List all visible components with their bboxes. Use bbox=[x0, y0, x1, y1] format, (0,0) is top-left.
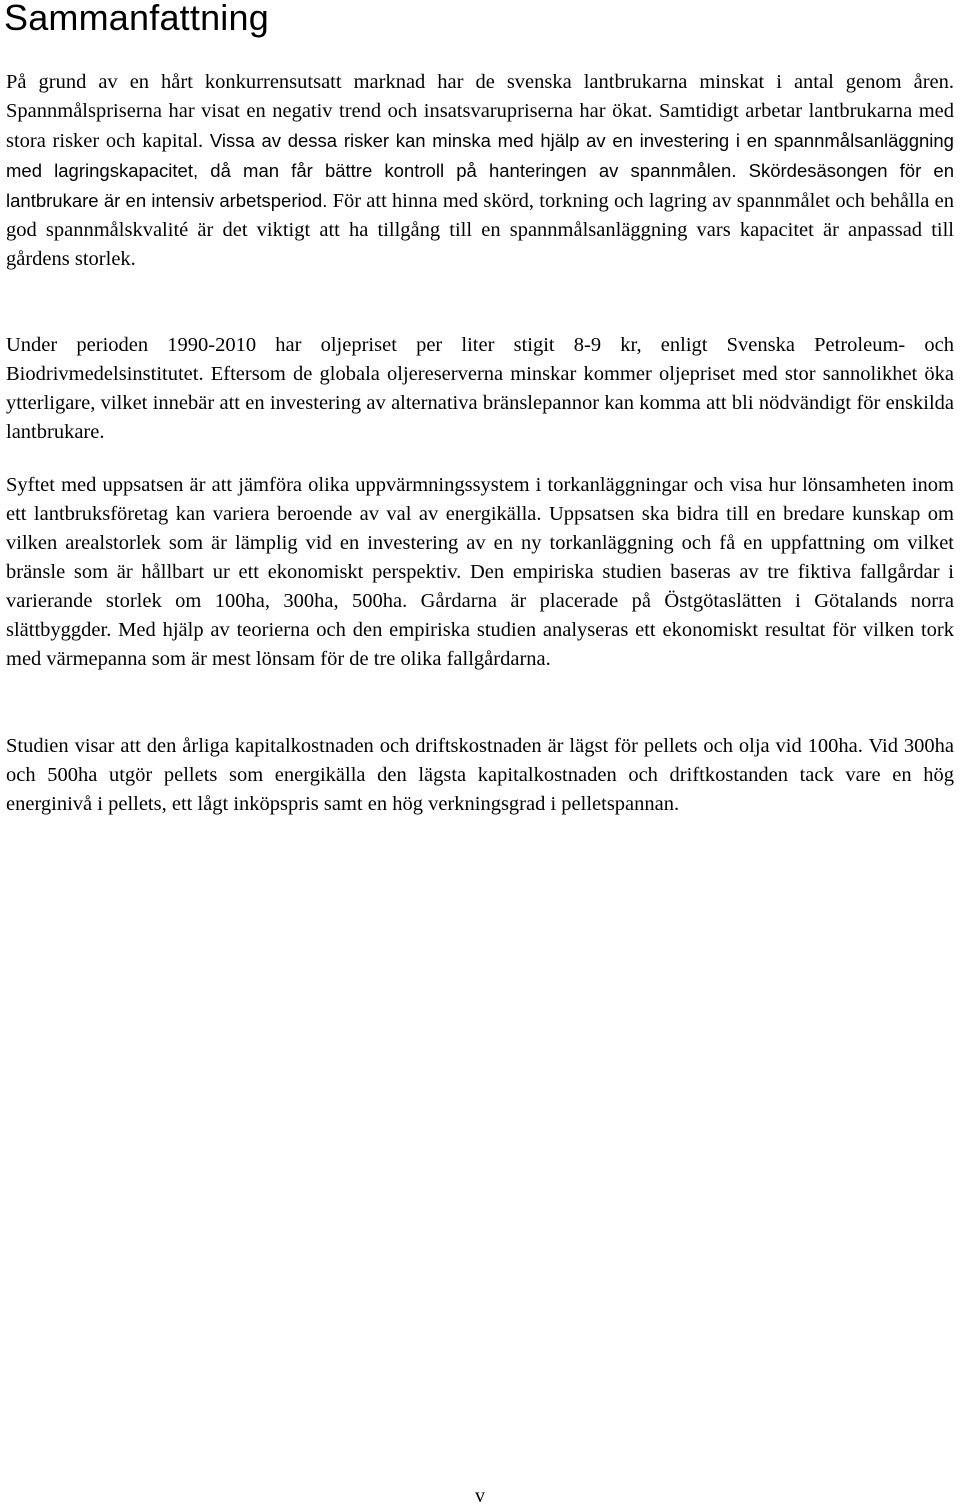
paragraph-1-segment-1: På grund av en hårt konkurrensutsatt marknad har de svenska lantbrukarna minskat i antal genom åren. Spannmålspriserna har visat en negativ trend och insatsvarupriserna har ökat. Samtidigt arbetar lantbrukarna med stora risker och kapital. bbox=[6, 71, 954, 152]
page-title: Sammanfattning bbox=[4, 0, 269, 38]
paragraph-3: Syftet med uppsatsen är att jämföra olika uppvärmningssystem i torkanläggningar och visa hur lönsamheten inom ett lantbruksföretag kan variera beroende av val av energikälla. Uppsatsen ska bidra till en bredare kunskap om vilken arealstorlek som är lämplig vid en investering av en ny torkanläggning och få en uppfattning om vilket bränsle som är hållbart ur ett ekonomiskt perspektiv. Den empiriska studien baseras av tre fiktiva fallgårdar i varierande storlek om 100ha, 300ha, 500ha. Gårdarna är placerade på Östgötaslätten i Götalands norra slättbyggder. Med hjälp av teorierna och den empiriska studien analyseras ett ekonomiskt resultat för vilken tork med värmepanna som är mest lönsam för de tre olika fallgårdarna. bbox=[6, 474, 954, 670]
paragraph-2: Under perioden 1990-2010 har oljepriset per liter stigit 8-9 kr, enligt Svenska Petroleum- och Biodrivmedelsinstitutet. Eftersom de globala oljereserverna minskar kommer oljepriset med stor sannolikhet öka ytterligare, vilket innebär att en investering av alternativa bränslepannor kan komma att bli nödvändigt för enskilda lantbrukare. bbox=[6, 334, 954, 443]
paragraph-4: Studien visar att den årliga kapitalkostnaden och driftskostnaden är lägst för pellets och olja vid 100ha. Vid 300ha och 500ha utgör pellets som energikälla den lägsta kapitalkostnaden och driftkostanden tack vare en hög energinivå i pellets, ett lågt inköpspris samt en hög verkningsgrad i pelletspannan. bbox=[6, 735, 954, 815]
page-number: v bbox=[475, 1485, 485, 1507]
paragraph-1-segment-2: Vissa av dessa risker kan minska med hjälp av en investering i en spannmålsanläggning med lagringskapacitet, då man får bättre kontroll på hanteringen av spannmålen. Skördesäsongen för en lantbrukare är en intensiv arbetsperiod. bbox=[6, 130, 954, 211]
paragraph-1-segment-3: För att hinna med skörd, torkning och lagring av spannmålet och behålla en god spannmålskvalité är det viktigt att ha tillgång till en spannmålsanläggning vars kapacitet är anpassad till gårdens storlek. bbox=[6, 190, 954, 270]
paragraph-1 bbox=[6, 68, 954, 274]
